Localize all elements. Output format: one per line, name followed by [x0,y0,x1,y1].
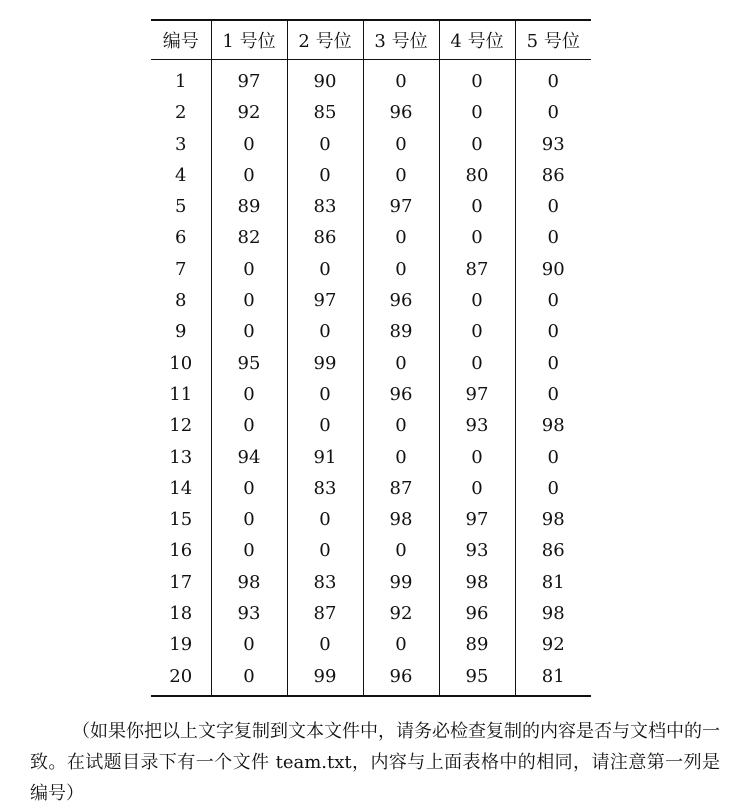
score-cell: 98 [211,567,287,598]
header-position-3: 3 号位 [363,20,439,60]
score-cell: 99 [363,567,439,598]
row-id-cell: 3 [175,133,187,155]
table-row [151,410,591,441]
score-cell: 97 [439,379,515,410]
score-cell: 96 [439,598,515,629]
score-cell: 0 [211,285,287,316]
row-id-cell: 15 [169,509,193,531]
score-cell: 0 [363,629,439,660]
score-cell: 0 [439,442,515,473]
score-cell: 95 [439,661,515,696]
table-row [151,473,591,504]
score-cell: 0 [515,191,591,222]
table-row [151,629,591,660]
score-cell: 0 [515,348,591,379]
score-cell: 0 [211,473,287,504]
table-row [151,285,591,316]
score-cell: 96 [363,379,439,410]
row-id-cell: 8 [175,290,187,312]
score-cell: 81 [515,567,591,598]
row-id-cell: 19 [169,634,193,656]
row-id-cell: 13 [169,446,193,468]
score-cell: 0 [363,160,439,191]
row-id-cell: 14 [169,477,193,499]
table-body [151,60,591,696]
table-row [151,504,591,535]
header-position-5: 5 号位 [515,20,591,60]
score-cell: 0 [287,504,363,535]
score-cell: 98 [515,504,591,535]
score-cell: 0 [211,410,287,441]
score-cell: 98 [515,410,591,441]
score-cell: 83 [287,191,363,222]
score-cell: 87 [363,473,439,504]
row-id-cell: 6 [175,227,187,249]
row-id-cell: 12 [169,415,193,437]
score-cell: 97 [211,60,287,98]
table-row [151,661,591,696]
score-cell: 92 [211,97,287,128]
score-cell: 0 [287,410,363,441]
score-cell: 95 [211,348,287,379]
score-cell: 0 [287,129,363,160]
score-cell: 82 [211,222,287,253]
score-cell: 90 [515,254,591,285]
row-id-cell: 9 [175,321,187,343]
score-cell: 0 [211,629,287,660]
score-cell: 0 [439,60,515,98]
score-cell: 0 [363,254,439,285]
score-cell: 0 [439,97,515,128]
score-cell: 0 [439,191,515,222]
row-id-cell: 10 [169,352,193,374]
header-position-1: 1 号位 [211,20,287,60]
score-cell: 0 [363,348,439,379]
score-cell: 0 [439,316,515,347]
score-cell: 0 [287,535,363,566]
score-cell: 86 [515,535,591,566]
score-cell: 96 [363,97,439,128]
score-cell: 96 [363,285,439,316]
score-cell: 98 [439,567,515,598]
note-paragraph: （如果你把以上文字复制到文本文件中，请务必检查复制的内容是否与文档中的一致。在试题目录下有一个文件 team.txt，内容与上面表格中的相同，请注意第一列是编号） [30,721,720,804]
score-cell: 0 [211,504,287,535]
table-row [151,254,591,285]
score-cell: 83 [287,473,363,504]
header-position-2: 2 号位 [287,20,363,60]
score-cell: 0 [515,473,591,504]
score-cell: 0 [287,254,363,285]
score-cell: 0 [515,442,591,473]
score-cell: 0 [363,410,439,441]
score-cell: 0 [439,222,515,253]
table-row [151,191,591,222]
score-cell: 94 [211,442,287,473]
score-cell: 80 [439,160,515,191]
score-cell: 87 [287,598,363,629]
score-cell: 87 [439,254,515,285]
score-cell: 89 [363,316,439,347]
score-cell: 97 [287,285,363,316]
score-cell: 89 [439,629,515,660]
score-cell: 0 [363,222,439,253]
score-cell: 0 [287,629,363,660]
score-cell: 91 [287,442,363,473]
table-row [151,567,591,598]
score-cell: 93 [439,410,515,441]
header-id: 编号 [151,20,211,60]
table-row [151,316,591,347]
row-id-cell: 18 [169,603,193,625]
row-id-cell: 11 [169,383,193,405]
table-row [151,222,591,253]
score-cell: 93 [515,129,591,160]
score-cell: 0 [211,316,287,347]
score-cell: 0 [211,661,287,696]
row-id-cell: 17 [169,571,193,593]
table-row [151,348,591,379]
header-position-4: 4 号位 [439,20,515,60]
row-id-cell: 20 [169,665,193,687]
table-row [151,598,591,629]
score-cell: 0 [287,160,363,191]
score-cell: 0 [287,379,363,410]
score-cell: 0 [211,254,287,285]
table-row [151,160,591,191]
row-id-cell: 7 [175,258,187,280]
table-row [151,60,591,98]
score-cell: 92 [363,598,439,629]
table-row [151,535,591,566]
score-cell: 83 [287,567,363,598]
score-cell: 0 [287,316,363,347]
score-cell: 0 [211,535,287,566]
score-cell: 0 [363,60,439,98]
header-row [151,20,591,60]
score-cell: 0 [515,60,591,98]
score-cell: 97 [439,504,515,535]
score-cell: 0 [363,442,439,473]
score-cell: 0 [515,316,591,347]
score-cell: 86 [287,222,363,253]
score-cell: 86 [515,160,591,191]
table-row [151,97,591,128]
score-cell: 0 [211,160,287,191]
row-id-cell: 1 [175,71,187,92]
score-cell: 98 [363,504,439,535]
row-id-cell: 5 [175,196,187,218]
score-cell: 99 [287,348,363,379]
row-id-cell: 16 [169,540,193,562]
score-cell: 0 [439,285,515,316]
row-id-cell: 2 [175,102,187,124]
score-cell: 0 [439,348,515,379]
score-cell: 90 [287,60,363,98]
score-cell: 89 [211,191,287,222]
table-row [151,379,591,410]
score-cell: 0 [363,129,439,160]
score-cell: 0 [439,129,515,160]
score-cell: 85 [287,97,363,128]
score-cell: 92 [515,629,591,660]
score-cell: 0 [515,222,591,253]
score-cell: 0 [211,379,287,410]
score-cell: 98 [515,598,591,629]
score-cell: 93 [439,535,515,566]
score-cell: 81 [515,661,591,696]
score-cell: 0 [363,535,439,566]
score-cell: 0 [515,97,591,128]
table-row [151,129,591,160]
score-cell: 0 [515,379,591,410]
table-row [151,442,591,473]
score-cell: 96 [363,661,439,696]
score-cell: 93 [211,598,287,629]
score-cell: 0 [439,473,515,504]
score-cell: 99 [287,661,363,696]
score-cell: 97 [363,191,439,222]
score-cell: 0 [211,129,287,160]
score-table [151,19,591,697]
score-cell: 0 [515,285,591,316]
row-id-cell: 4 [175,164,187,186]
